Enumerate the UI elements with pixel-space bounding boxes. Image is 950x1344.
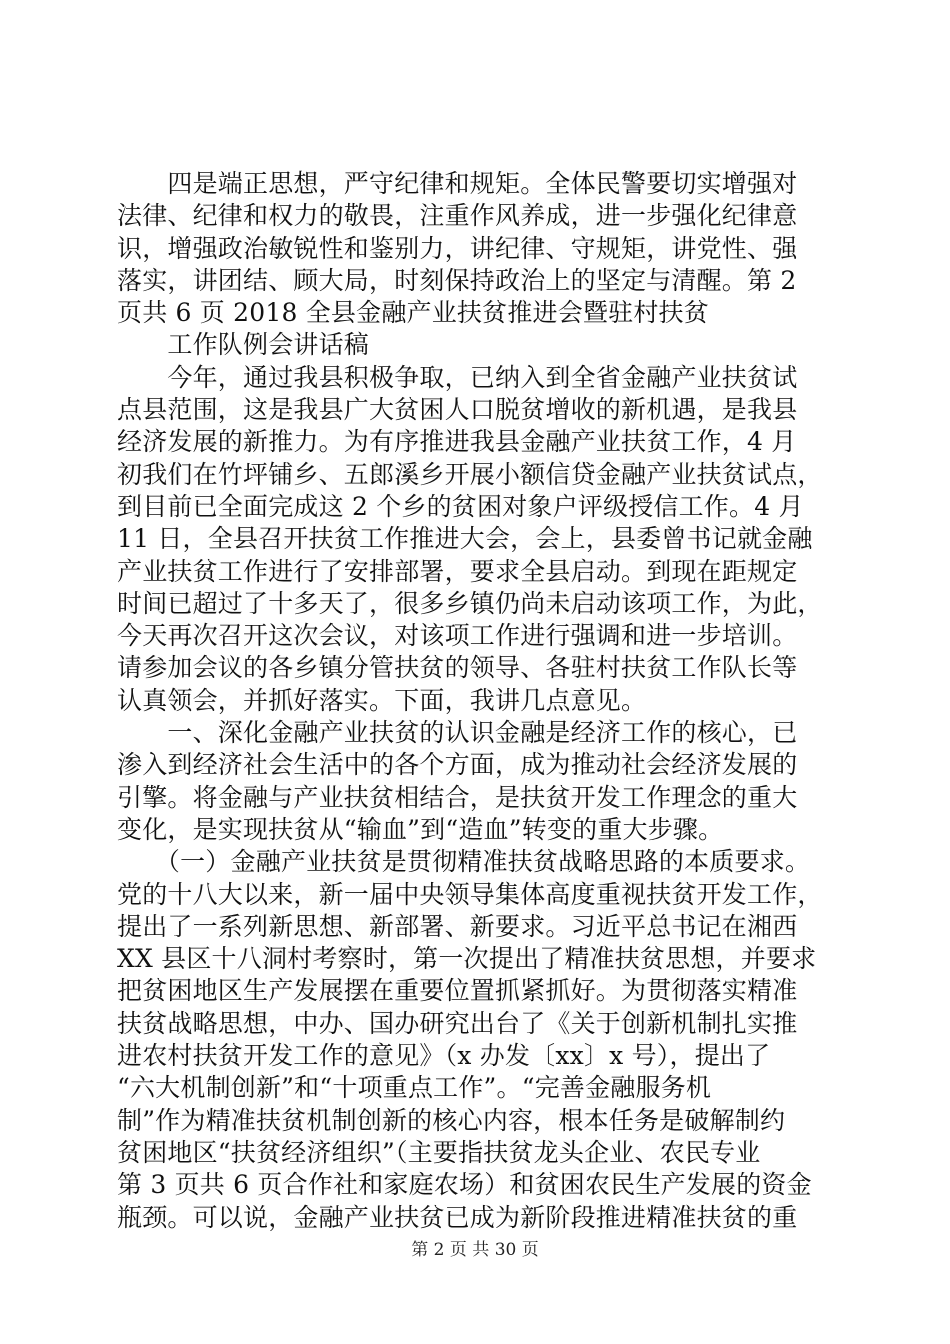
text-line: 认真领会，并抓好落实。下面，我讲几点意见。: [117, 685, 647, 715]
text-line: 渗入到经济社会生活中的各个方面，成为推动社会经济发展的: [117, 750, 798, 780]
text-line: 初我们在竹坪铺乡、五郎溪乡开展小额信贷金融产业扶贫试点，: [117, 459, 823, 489]
text-line: 工作队例会讲话稿: [117, 330, 370, 360]
text-line: 扶贫战略思想，中办、国办研究出台了《关于创新机制扎实推: [117, 1008, 798, 1038]
text-line: 今年，通过我县积极争取，已纳入到全省金融产业扶贫试: [117, 362, 798, 392]
text-line: 进农村扶贫开发工作的意见》（x 办发〔xx〕x 号），提出了: [117, 1041, 771, 1071]
text-line: 到目前已全面完成这 2 个乡的贫困对象户评级授信工作。4 月: [117, 491, 804, 521]
text-line: 11 日，全县召开扶贫工作推进大会，会上，县委曾书记就金融: [117, 524, 813, 554]
text-line: （一）金融产业扶贫是贯彻精准扶贫战略思路的本质要求。: [117, 847, 811, 877]
text-line: 经济发展的新推力。为有序推进我县金融产业扶贫工作，4 月: [117, 427, 797, 457]
text-line: 第 3 页共 6 页合作社和家庭农场）和贫困农民生产发展的资金: [117, 1170, 812, 1200]
document-body: [117, 168, 843, 1234]
text-line: 一、深化金融产业扶贫的认识金融是经济工作的核心，已: [117, 718, 798, 748]
text-line: 法律、纪律和权力的敬畏，注重作风养成，进一步强化纪律意: [117, 201, 798, 231]
text-line: 识，增强政治敏锐性和鉴别力，讲纪律、守规矩，讲党性、强: [117, 233, 798, 263]
text-line: XX 县区十八洞村考察时，第一次提出了精准扶贫思想，并要求: [117, 944, 817, 974]
text-line: “六大机制创新”和“十项重点工作”。“完善金融服务机: [117, 1073, 712, 1103]
text-line: 提出了一系列新思想、新部署、新要求。习近平总书记在湘西: [117, 911, 798, 941]
text-line: 今天再次召开这次会议，对该项工作进行强调和进一步培训。: [117, 621, 798, 651]
text-line: 制”作为精准扶贫机制创新的核心内容，根本任务是破解制约: [117, 1105, 786, 1135]
text-line: 贫困地区“扶贫经济组织”（主要指扶贫龙头企业、农民专业: [117, 1137, 761, 1167]
text-line: 四是端正思想，严守纪律和规矩。全体民警要切实增强对: [117, 169, 798, 198]
text-line: 把贫困地区生产发展摆在重要位置抓紧抓好。为贯彻落实精准: [117, 976, 798, 1006]
text-line: 党的十八大以来，新一届中央领导集体高度重视扶贫开发工作，: [117, 879, 823, 909]
text-line: 变化，是实现扶贫从“输血”到“造血”转变的重大步骤。: [117, 814, 724, 844]
text-line: 请参加会议的各乡镇分管扶贫的领导、各驻村扶贫工作队长等: [117, 653, 798, 683]
text-line: 落实，讲团结、顾大局，时刻保持政治上的坚定与清醒。第 2: [117, 265, 797, 295]
text-line: 瓶颈。可以说，金融产业扶贫已成为新阶段推进精准扶贫的重: [117, 1202, 798, 1232]
page-footer: 第 2 页 共 30 页: [411, 1240, 539, 1260]
text-line: 页共 6 页 2018 全县金融产业扶贫推进会暨驻村扶贫: [117, 298, 709, 328]
text-line: 点县范围，这是我县广大贫困人口脱贫增收的新机遇，是我县: [117, 395, 798, 425]
text-line: 产业扶贫工作进行了安排部署，要求全县启动。到现在距规定: [117, 556, 798, 586]
text-line: 时间已超过了十多天了，很多乡镇仍尚未启动该项工作，为此，: [117, 588, 823, 618]
text-line: 引擎。将金融与产业扶贫相结合，是扶贫开发工作理念的重大: [117, 782, 798, 812]
